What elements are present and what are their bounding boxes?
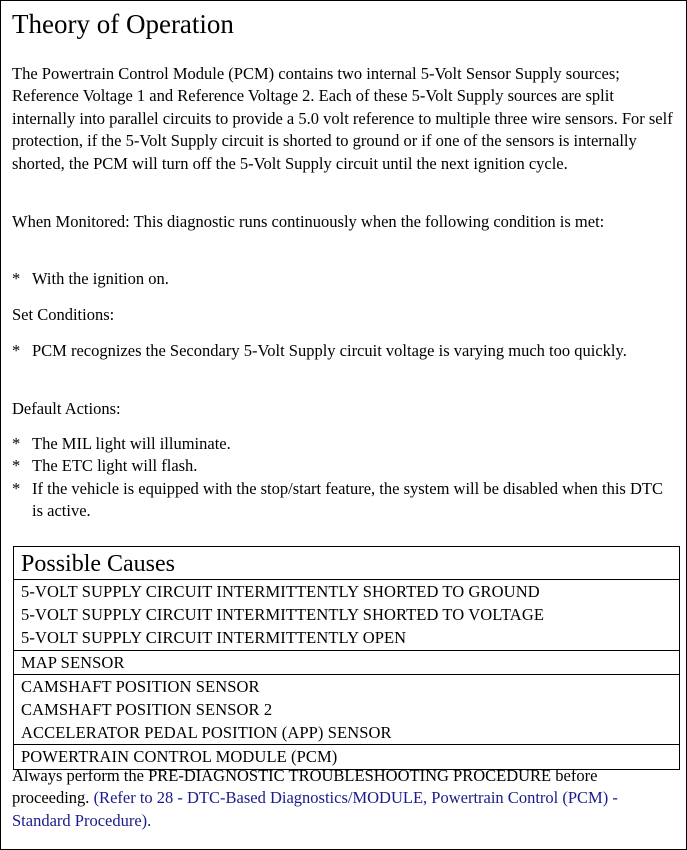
cause-group	[14, 580, 679, 651]
default-action-text: The MIL light will illuminate.	[32, 434, 231, 453]
intro-paragraph: The Powertrain Control Module (PCM) contains two internal 5-Volt Sensor Supply sources; Reference Voltage 1 and Reference Voltage 2. Each of these 5-Volt Supply sources are split internally into parallel circuits to provide a 5.0 volt reference to multiple three wire sensors. For self protection, if the 5-Volt Supply circuit is shorted to ground or if one of the sensors is internally shorted, the PCM will turn off the 5-Volt Supply circuit until the next ignition cycle.	[12, 64, 673, 173]
possible-causes-title: Possible Causes	[14, 547, 679, 580]
cause-item: ACCELERATOR PEDAL POSITION (APP) SENSOR	[21, 723, 392, 743]
monitor-bullet	[12, 268, 678, 290]
default-action-text: If the vehicle is equipped with the stop/start feature, the system will be disabled when this DTC is active.	[32, 479, 663, 521]
default-action-text: The ETC light will flash.	[32, 456, 198, 475]
default-action-bullet	[12, 478, 678, 523]
cause-item: 5-VOLT SUPPLY CIRCUIT INTERMITTENTLY OPEN	[21, 628, 407, 648]
bullet-mark: *	[12, 269, 21, 288]
procedure-note-text: Always perform the PRE-DIAGNOSTIC TROUBLESHOOTING PROCEDURE before proceeding.	[12, 766, 598, 808]
set-condition-text: PCM recognizes the Secondary 5-Volt Supply circuit voltage is varying much too quickly.	[32, 341, 627, 360]
monitor-bullet-text: With the ignition on.	[32, 269, 169, 288]
cause-item: MAP SENSOR	[21, 652, 125, 672]
bullet-mark: *	[12, 479, 21, 498]
when-monitored-paragraph: When Monitored: This diagnostic runs continuously when the following condition is met:	[12, 212, 605, 231]
cause-item: CAMSHAFT POSITION SENSOR	[21, 676, 260, 696]
cause-group	[14, 675, 679, 746]
cause-item: CAMSHAFT POSITION SENSOR 2	[21, 699, 273, 719]
set-condition-bullet	[12, 340, 678, 362]
cause-item: POWERTRAIN CONTROL MODULE (PCM)	[21, 747, 338, 767]
bullet-mark: *	[12, 456, 21, 475]
bullet-mark: *	[12, 341, 21, 360]
page-title: Theory of Operation	[12, 9, 234, 39]
possible-causes-table	[13, 546, 680, 770]
procedure-note	[12, 765, 678, 832]
default-action-bullet	[12, 433, 678, 455]
procedure-reference-link[interactable]: (Refer to 28 - DTC-Based Diagnostics/MODULE, Powertrain Control (PCM) - Standard Procedure).	[12, 788, 618, 830]
set-conditions-label: Set Conditions:	[12, 305, 115, 324]
default-action-bullet	[12, 455, 678, 477]
bullet-mark: *	[12, 434, 21, 453]
default-actions-label: Default Actions:	[12, 399, 121, 418]
cause-group	[14, 651, 679, 675]
cause-item: 5-VOLT SUPPLY CIRCUIT INTERMITTENTLY SHORTED TO VOLTAGE	[21, 605, 545, 625]
cause-item: 5-VOLT SUPPLY CIRCUIT INTERMITTENTLY SHORTED TO GROUND	[21, 582, 540, 601]
